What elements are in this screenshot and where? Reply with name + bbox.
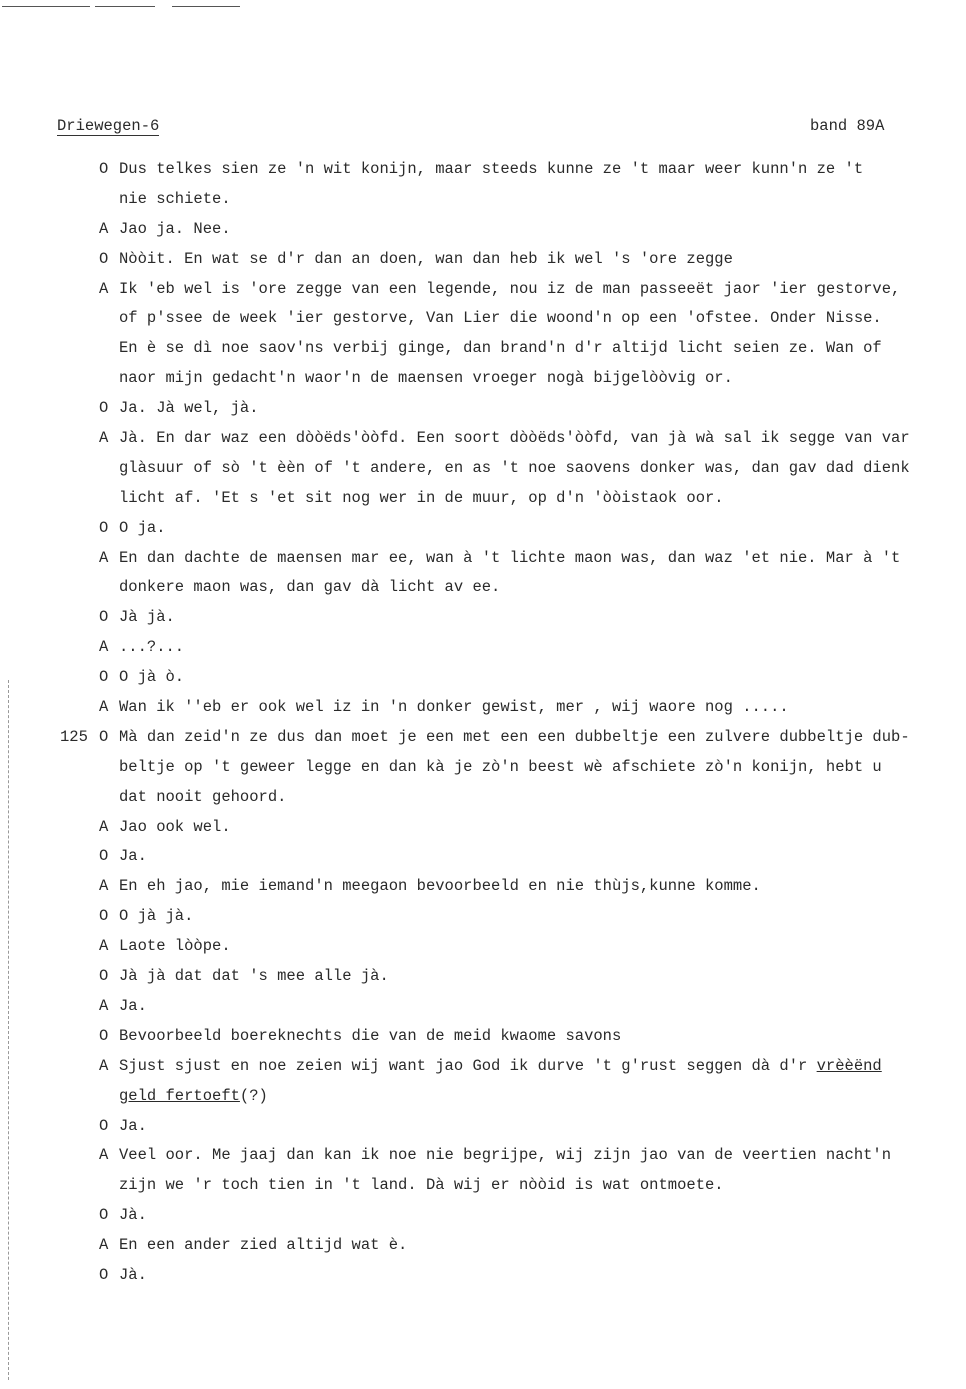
line-text xyxy=(119,633,962,663)
speaker-label: A xyxy=(99,937,109,956)
transcript-line xyxy=(0,454,966,484)
line-text xyxy=(119,454,962,484)
line-text xyxy=(119,245,962,275)
transcript-line xyxy=(0,304,966,334)
speaker-label: A xyxy=(99,548,109,567)
transcript-line xyxy=(0,424,966,454)
tape-label: band 89A xyxy=(810,117,885,135)
line-text-content: Ik 'eb wel is 'ore zegge van een legende, nou iz de man passeeët jaor 'ier gestorve, xyxy=(119,279,901,298)
transcript-line xyxy=(0,1022,966,1052)
transcript-line xyxy=(0,155,966,185)
transcript-line xyxy=(0,215,966,245)
line-text xyxy=(119,1201,962,1231)
transcript-line xyxy=(0,514,966,544)
line-number: 125 xyxy=(60,727,88,746)
line-text xyxy=(119,1082,962,1112)
line-text-content: beltje op 't geweer legge en dan kà je zò'n beest wè afschiete zò'n konijn, hebt u xyxy=(119,757,882,776)
transcript xyxy=(0,155,966,1291)
line-text xyxy=(119,544,962,574)
line-text xyxy=(119,424,962,454)
speaker-label: O xyxy=(99,1206,109,1225)
transcript-line xyxy=(0,1082,966,1112)
speaker-label: O xyxy=(99,608,109,627)
transcript-line xyxy=(0,842,966,872)
line-text-content: En een ander zied altijd wat è. xyxy=(119,1236,408,1255)
transcript-line xyxy=(0,693,966,723)
line-text xyxy=(119,1231,962,1261)
line-text-content: glàsuur of sò 't èèn of 't andere, en as 't noe saovens donker was, dan gav dad dienk xyxy=(119,458,910,477)
line-text-content: Jà jà. xyxy=(119,608,175,627)
speaker-label: O xyxy=(99,847,109,866)
line-text-content: zijn we 'r toch tien in 't land. Dà wij er nòòid is wat ontmoete. xyxy=(119,1176,724,1195)
line-text xyxy=(119,275,962,305)
transcript-line xyxy=(0,544,966,574)
transcript-line xyxy=(0,663,966,693)
line-text xyxy=(119,962,962,992)
transcript-line xyxy=(0,275,966,305)
line-text xyxy=(119,663,962,693)
speaker-label: O xyxy=(99,727,109,746)
speaker-label: O xyxy=(99,1265,109,1284)
line-text-content: O ja. xyxy=(119,518,166,537)
line-text xyxy=(119,1052,962,1082)
line-text xyxy=(119,304,962,334)
line-text-content: of p'ssee de week 'ier gestorve, Van Lier die woond'n op een 'ofstee. Onder Nisse. xyxy=(119,309,882,328)
line-text-content: Jà. xyxy=(119,1265,147,1284)
line-text xyxy=(119,902,962,932)
transcript-line xyxy=(0,1231,966,1261)
speaker-label: A xyxy=(99,817,109,836)
transcript-line xyxy=(0,334,966,364)
document-title: Driewegen-6 xyxy=(57,117,160,135)
underlined-text: geld fertoeft xyxy=(119,1086,240,1105)
transcript-line xyxy=(0,783,966,813)
speaker-label: A xyxy=(99,1236,109,1255)
speaker-label: A xyxy=(99,1056,109,1075)
line-text-content: Wan ik ''eb er ook wel iz in 'n donker gewist, mer , wij waore nog ..... xyxy=(119,698,789,717)
line-text-content: Dus telkes sien ze 'n wit konijn, maar steeds kunne ze 't maar weer kunn'n ze 't xyxy=(119,160,864,178)
line-text xyxy=(119,484,962,514)
line-text xyxy=(119,1112,962,1142)
line-text-content: Jà. xyxy=(119,1206,147,1225)
line-text-content: Jà jà dat dat 's mee alle jà. xyxy=(119,967,389,986)
speaker-label: A xyxy=(99,219,109,238)
speaker-label: A xyxy=(99,877,109,896)
line-text-after: (?) xyxy=(239,1086,268,1105)
speaker-label: O xyxy=(99,1116,109,1135)
line-text-content: Ja. Jà wel, jà. xyxy=(119,399,259,418)
top-rule xyxy=(172,6,240,7)
speaker-label: O xyxy=(99,668,109,687)
line-text xyxy=(119,394,962,424)
line-text xyxy=(119,1141,962,1171)
line-text xyxy=(119,573,962,603)
line-text-content: Jao ja. Nee. xyxy=(119,219,231,238)
line-text xyxy=(119,1171,962,1201)
transcript-line xyxy=(0,992,966,1022)
line-text-content: nie schiete. xyxy=(119,189,231,208)
line-text xyxy=(119,693,962,723)
transcript-line xyxy=(0,1171,966,1201)
line-text-content: En è se dì noe saov'ns verbij ginge, dan brand'n d'r altijd licht seien ze. Wan of xyxy=(119,339,882,358)
transcript-line xyxy=(0,813,966,843)
transcript-line xyxy=(0,1201,966,1231)
transcript-line xyxy=(0,364,966,394)
speaker-label: A xyxy=(99,279,109,298)
transcript-line xyxy=(0,872,966,902)
line-text-content: donkere maon was, dan gav dà licht av ee. xyxy=(119,578,501,597)
speaker-label: A xyxy=(99,1146,109,1165)
speaker-label: O xyxy=(99,967,109,986)
speaker-label: O xyxy=(99,518,109,537)
speaker-label: A xyxy=(99,638,109,657)
transcript-line xyxy=(0,633,966,663)
transcript-line xyxy=(0,962,966,992)
line-text xyxy=(119,155,962,185)
line-text-content: Sjust sjust en noe zeien wij want jao God ik durve 't g'rust seggen dà d'r xyxy=(119,1056,817,1075)
transcript-line xyxy=(0,573,966,603)
transcript-line xyxy=(0,723,966,753)
line-text xyxy=(119,842,962,872)
transcript-line xyxy=(0,1052,966,1082)
line-text-content: Ja. xyxy=(119,847,147,866)
line-text xyxy=(119,723,962,753)
transcript-line xyxy=(0,185,966,215)
speaker-label: A xyxy=(99,698,109,717)
transcript-line xyxy=(0,484,966,514)
line-text xyxy=(119,753,962,783)
line-text-content: licht af. 'Et s 'et sit nog wer in de muur, op d'n 'òòistaok oor. xyxy=(119,488,724,507)
line-text xyxy=(119,215,962,245)
line-text-content: O jà ò. xyxy=(119,668,185,687)
line-text xyxy=(119,603,962,633)
line-text-content: Jao ook wel. xyxy=(119,817,231,836)
line-text-content: Ja. xyxy=(119,996,147,1015)
line-text xyxy=(119,364,962,394)
line-text-content: O jà jà. xyxy=(119,907,194,926)
line-text-content: Veel oor. Me jaaj dan kan ik noe nie begrijpe, wij zijn jao van de veertien nacht'n xyxy=(119,1146,892,1165)
top-rule xyxy=(95,6,155,7)
speaker-label: A xyxy=(99,996,109,1015)
line-text-content: Jà. En dar waz een dòòëds'òòfd. Een soort dòòëds'òòfd, van jà wà sal ik segge van var xyxy=(119,429,910,448)
line-text-content: dat nooit gehoord. xyxy=(119,787,287,806)
transcript-line xyxy=(0,1141,966,1171)
line-text-content: naor mijn gedacht'n waor'n de maensen vroeger nogà bijgelòòvig or. xyxy=(119,369,733,388)
transcript-line xyxy=(0,245,966,275)
line-text-content: Mà dan zeid'n ze dus dan moet je een met een een dubbeltje een zulvere dubbeltje dub- xyxy=(119,727,910,746)
line-text-content: Laote lòòpe. xyxy=(119,937,231,956)
line-text xyxy=(119,872,962,902)
speaker-label: O xyxy=(99,907,109,926)
line-text xyxy=(119,783,962,813)
line-text-content: ...?... xyxy=(119,638,185,657)
transcript-line xyxy=(0,603,966,633)
line-text xyxy=(119,185,962,215)
line-text-content: Bevoorbeeld boereknechts die van de meid kwaome savons xyxy=(119,1026,622,1045)
line-text xyxy=(119,992,962,1022)
speaker-label: O xyxy=(99,249,109,268)
speaker-label: A xyxy=(99,429,109,448)
top-rule xyxy=(2,6,90,7)
line-text xyxy=(119,514,962,544)
transcript-line xyxy=(0,932,966,962)
speaker-label: O xyxy=(99,399,109,418)
line-text xyxy=(119,1261,962,1291)
line-text xyxy=(119,334,962,364)
line-text xyxy=(119,1022,962,1052)
transcript-line xyxy=(0,1261,966,1291)
line-text-content: En dan dachte de maensen mar ee, wan à 't lichte maon was, dan waz 'et nie. Mar à 't xyxy=(119,548,901,567)
line-text-content: En eh jao, mie iemand'n meegaon bevoorbeeld en nie thùjs,kunne komme. xyxy=(119,877,761,896)
speaker-label: O xyxy=(99,1026,109,1045)
transcript-line xyxy=(0,753,966,783)
line-text xyxy=(119,813,962,843)
transcript-line xyxy=(0,1112,966,1142)
line-text-content: Ja. xyxy=(119,1116,147,1135)
line-text-content: Nòòit. En wat se d'r dan an doen, wan dan heb ik wel 's 'ore zegge xyxy=(119,249,733,268)
line-text xyxy=(119,932,962,962)
underlined-text: vrèèënd xyxy=(816,1056,882,1075)
transcript-line xyxy=(0,394,966,424)
speaker-label: O xyxy=(99,160,109,178)
transcript-line xyxy=(0,902,966,932)
